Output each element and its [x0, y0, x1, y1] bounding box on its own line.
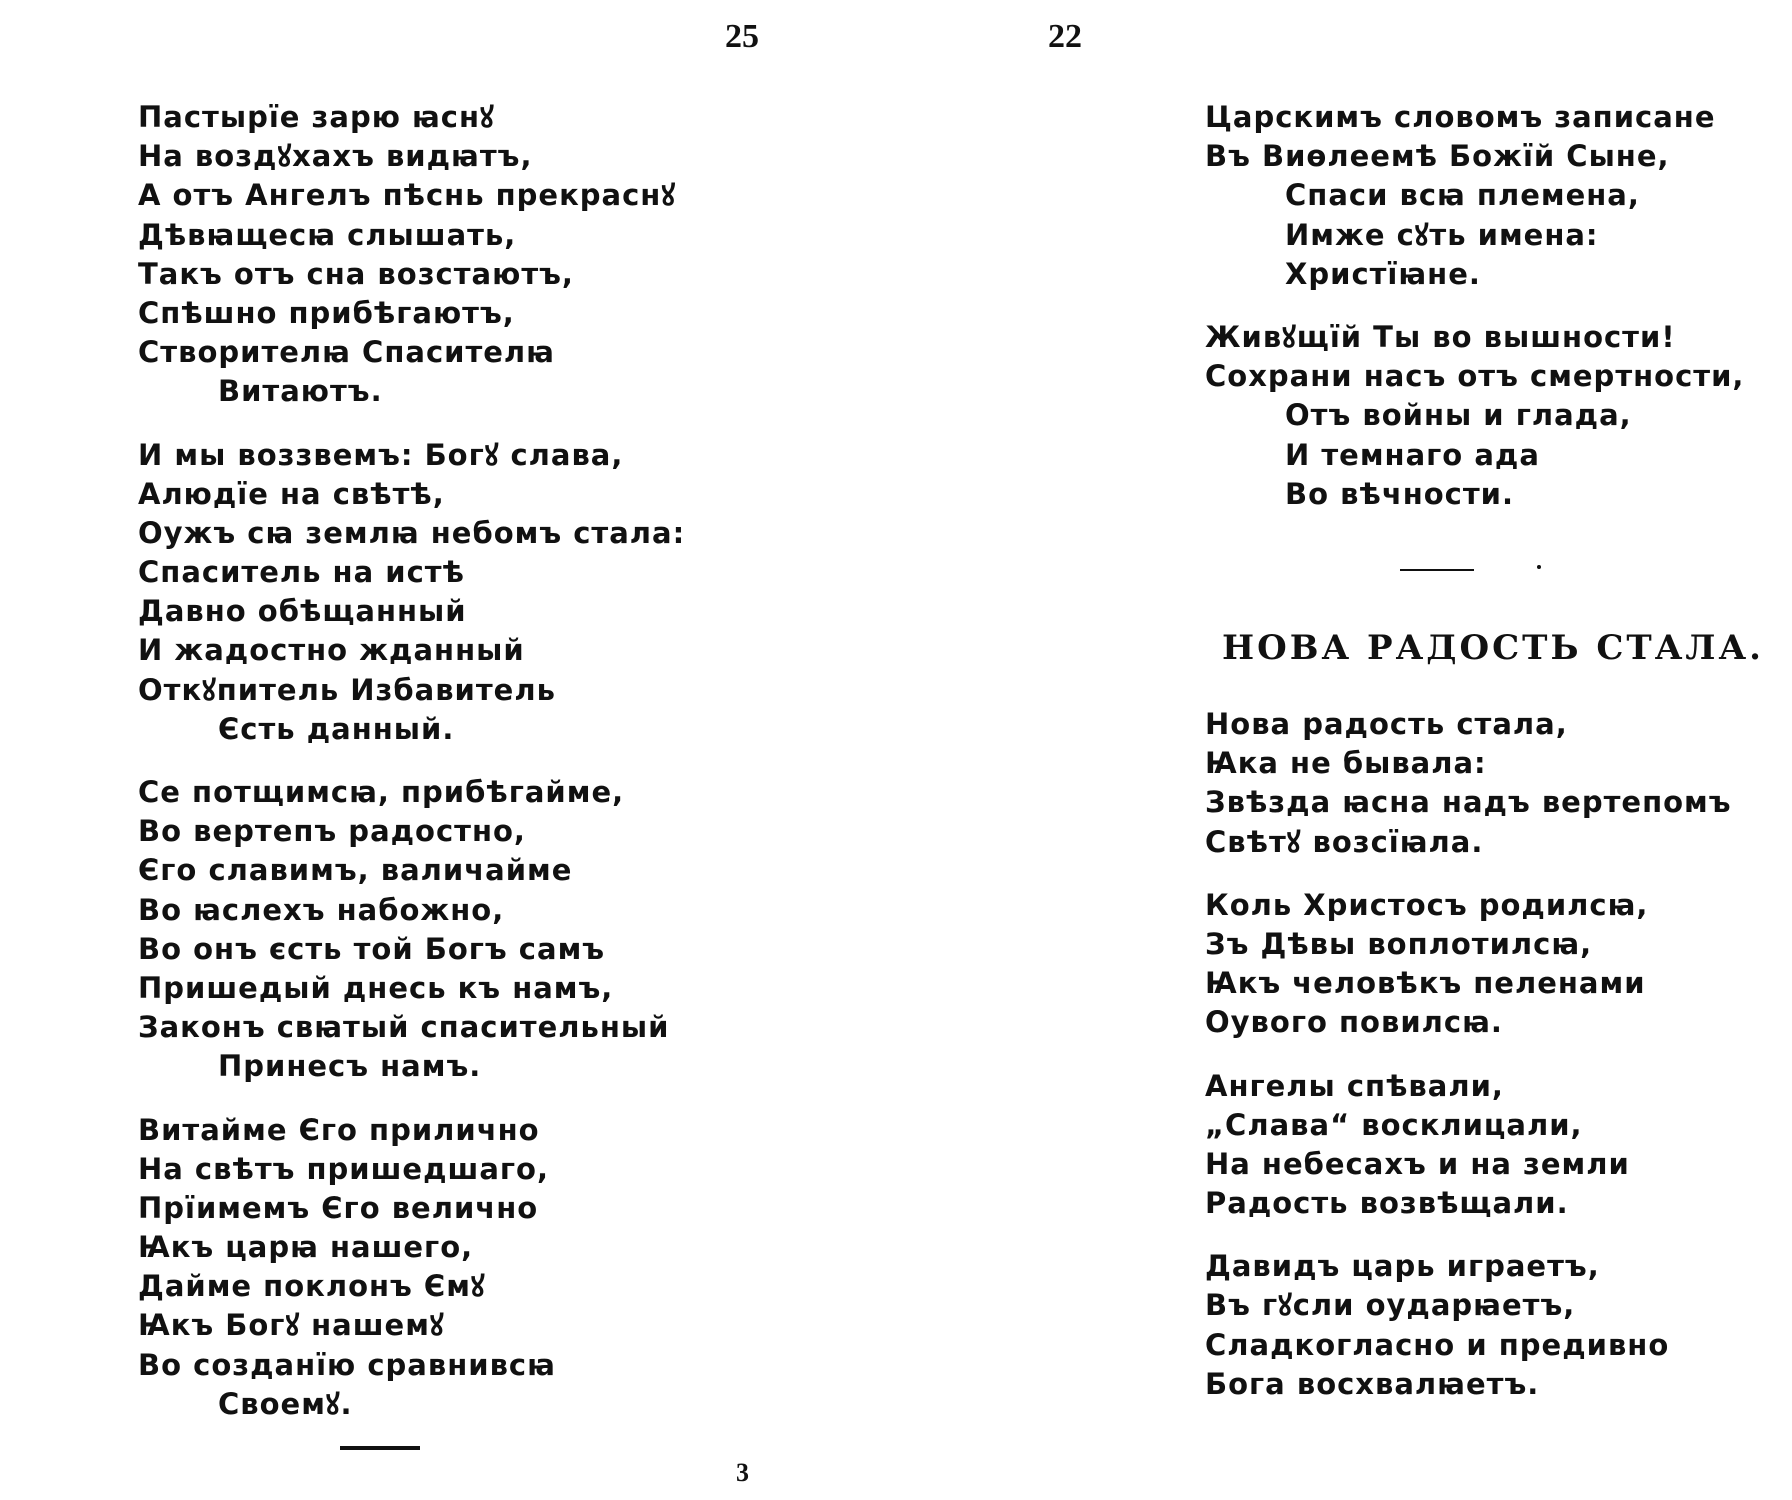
section-divider — [340, 1446, 420, 1450]
poem-line: На небесахъ и на земли — [1205, 1146, 1630, 1181]
poem-line: Во онъ єсть той Богъ самъ — [138, 931, 606, 966]
poem-line: Свѣтꙋ возсїꙗла. — [1205, 824, 1484, 859]
poem-line: И мы воззвемъ: Богꙋ слава, — [138, 437, 624, 472]
poem-line: „Слава“ восклицали, — [1205, 1107, 1583, 1142]
stanza — [1205, 705, 1765, 862]
signature-mark: 3 — [736, 1458, 749, 1487]
poem-line: Спѣшно прибѣгаютъ, — [138, 295, 515, 330]
page-number-left: 25 — [725, 18, 759, 55]
poem-line: Радость возвѣщали. — [1205, 1186, 1569, 1221]
stanza — [1205, 886, 1765, 1043]
poem-line: Живꙋщїй Ты во вышности! — [1205, 319, 1676, 354]
poem-line: А отъ Ангелъ пѣснь прекраснꙋ — [138, 178, 676, 213]
stanza — [1205, 1067, 1765, 1224]
poem-line: Сохрани насъ отъ смертности, — [1205, 359, 1745, 394]
stanza — [138, 98, 738, 412]
poem-line: Во вѣчности. — [1285, 476, 1515, 511]
poem-line: Се потщимсꙗ, прибѣгайме, — [138, 775, 625, 809]
poem-line: Ꙗкъ человѣкъ пеленами — [1205, 966, 1646, 1001]
poem-line: Єсть данный. — [218, 711, 455, 746]
poem-line: Зъ Дѣвы воплотилсꙗ, — [1205, 926, 1593, 961]
right-poem-column — [1205, 98, 1765, 538]
poem-line: Принесъ намъ. — [218, 1049, 482, 1084]
poem-line: Витаютъ. — [218, 374, 383, 409]
poem-line: Пастырїе зарю ꙗснꙋ — [138, 100, 495, 134]
poem-line: Откꙋпитель Избавитель — [138, 672, 556, 707]
poem-line: На свѣтъ пришедшаго, — [138, 1151, 549, 1186]
poem-line: Давидъ царь играетъ, — [1205, 1249, 1600, 1284]
poem-line: Оувого повилсꙗ. — [1205, 1005, 1503, 1040]
poem-line: Прїимемъ Єго велично — [138, 1190, 539, 1225]
poem-line: Ꙗкъ Богꙋ нашемꙋ — [138, 1308, 445, 1343]
poem-line: Царскимъ словомъ записане — [1205, 100, 1716, 134]
poem-line: Во созданїю сравнивсꙗ — [138, 1347, 556, 1382]
stanza — [138, 1111, 738, 1425]
poem-line: И темнаго ада — [1285, 437, 1540, 472]
poem-line: Спаси всꙗ племена, — [1285, 178, 1640, 213]
poem-line: Сладкогласно и предивно — [1205, 1327, 1670, 1362]
page-number-right: 22 — [1048, 18, 1082, 55]
poem-line: Законъ свꙗтый спасительный — [138, 1010, 670, 1045]
poem-line: Дѣвꙗщесꙗ слышать, — [138, 217, 517, 252]
poem-line: Во вертепъ радостно, — [138, 814, 526, 849]
poem-line: Ангелы спѣвали, — [1205, 1068, 1504, 1103]
poem-line: Имже сꙋть имена: — [1285, 217, 1599, 252]
poem-line: На воздꙋхахъ видꙗтъ, — [138, 139, 533, 174]
poem-line: Въ гꙋсли оударꙗетъ, — [1205, 1288, 1576, 1323]
poem-line: Въ Виѳлеемѣ Божїй Сыне, — [1205, 139, 1670, 174]
poem-line: Своемꙋ. — [218, 1386, 353, 1421]
poem-line: Пришедый днесь къ намъ, — [138, 970, 614, 1005]
poem-line: Давно обѣщанный — [138, 594, 467, 629]
poem-line: И жадостно жданный — [138, 633, 525, 668]
stanza — [1205, 98, 1765, 294]
poem-line: Єго славимъ, валичайме — [138, 853, 573, 888]
poem-line: Ꙗкъ царꙗ нашего, — [138, 1230, 474, 1265]
poem-line: Нова радость стала, — [1205, 707, 1568, 741]
stanza — [138, 773, 738, 1087]
poem-line: Спаситель на истѣ — [138, 555, 465, 590]
poem-line: Оужъ сꙗ землꙗ небомъ стала: — [138, 515, 686, 550]
poem-line: Христїꙗне. — [1285, 256, 1481, 291]
right-song-column — [1205, 705, 1765, 1428]
poem-line: Во ꙗслехъ набожно, — [138, 892, 505, 927]
poem-line: Витайме Єго прилично — [138, 1112, 540, 1147]
stanza — [1205, 318, 1765, 514]
poem-line: Бога восхвалꙗетъ. — [1205, 1366, 1540, 1401]
poem-line: Такъ отъ сна возстаютъ, — [138, 256, 574, 291]
stanza — [138, 436, 738, 750]
poem-line: Коль Христосъ родилсꙗ, — [1205, 887, 1649, 922]
section-divider — [1400, 569, 1474, 571]
left-poem-column — [138, 98, 738, 1448]
poem-line: Звѣзда ꙗсна надъ вертепомъ — [1205, 785, 1732, 820]
poem-line: Створителꙗ Спасителꙗ — [138, 335, 555, 370]
poem-line: Ꙗка не бывала: — [1205, 746, 1487, 781]
song-title: НОВА РАДОСТЬ СТАЛА. — [1222, 628, 1765, 668]
poem-line: Алюдїе на свѣтѣ, — [138, 476, 445, 511]
stanza — [1205, 1247, 1765, 1404]
poem-line: Дайме поклонъ Ємꙋ — [138, 1269, 486, 1304]
ink-dot — [1537, 565, 1541, 569]
poem-line: Отъ войны и глада, — [1285, 398, 1632, 433]
